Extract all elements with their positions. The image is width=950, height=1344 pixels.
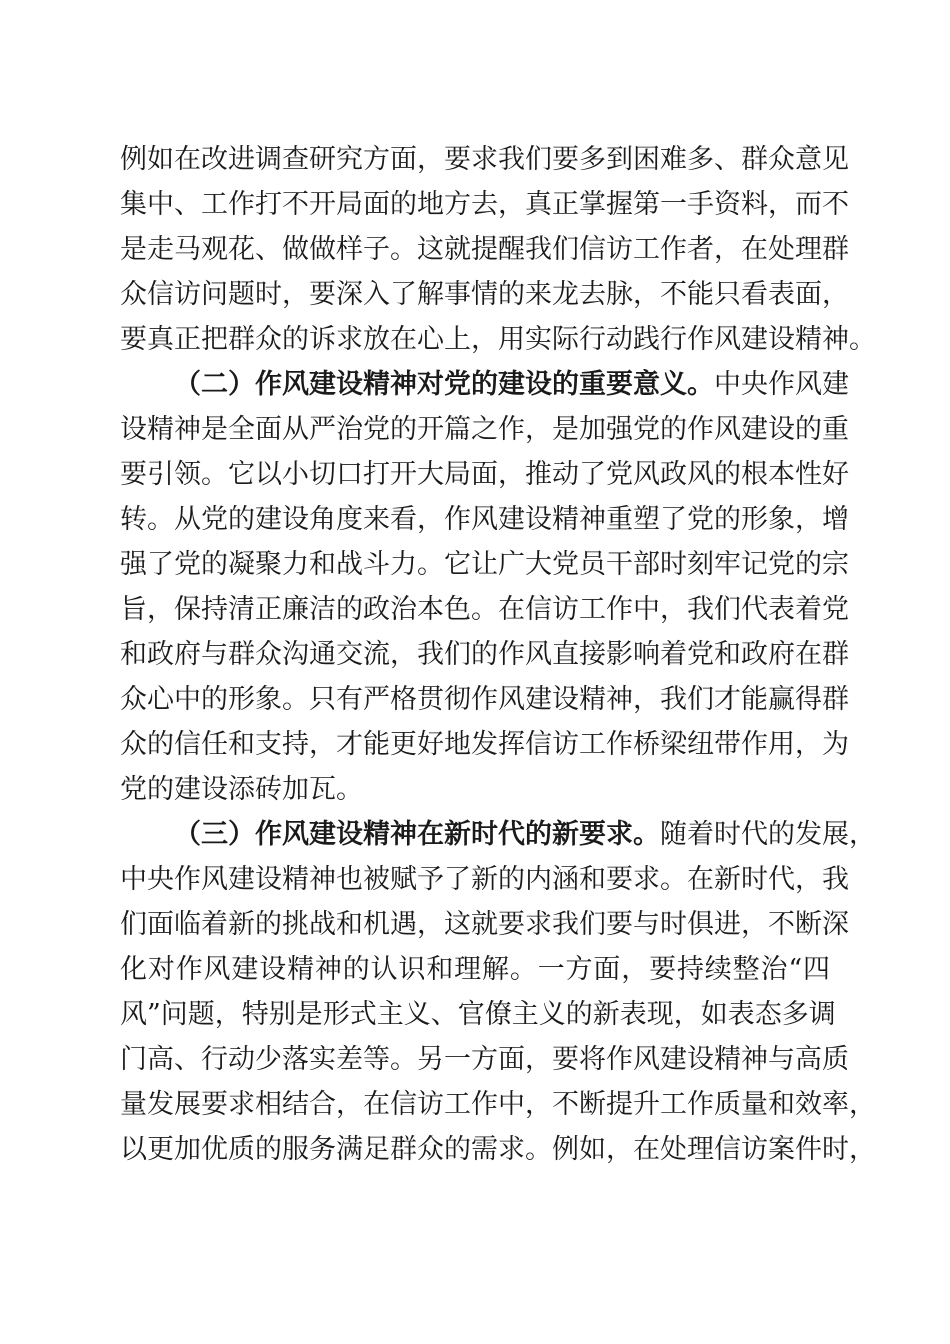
paragraph-line: 以更加优质的服务满足群众的需求。例如，在处理信访案件时， <box>120 1134 876 1165</box>
paragraph-line: 们面临着新的挑战和机遇，这就要求我们要与时俱进，不断深 <box>120 909 849 940</box>
paragraph-line: 是走马观花、做做样子。这就提醒我们信访工作者，在处理群 <box>120 234 849 265</box>
section-heading: （二）作风建设精神对党的建设的重要意义。 <box>174 369 714 400</box>
paragraph-line: 中央作风建设精神也被赋予了新的内涵和要求。在新时代，我 <box>120 864 849 895</box>
paragraph-line: 设精神是全面从严治党的开篇之作，是加强党的作风建设的重 <box>120 414 849 445</box>
paragraph-line: 要真正把群众的诉求放在心上，用实际行动践行作风建设精神。 <box>120 324 876 355</box>
paragraph-line: 转。从党的建设角度来看，作风建设精神重塑了党的形象，增 <box>120 504 849 535</box>
paragraph-line: 量发展要求相结合，在信访工作中，不断提升工作质量和效率， <box>120 1089 876 1120</box>
paragraph-line: 众心中的形象。只有严格贯彻作风建设精神，我们才能赢得群 <box>120 684 849 715</box>
paragraph-line: 众信访问题时，要深入了解事情的来龙去脉，不能只看表面， <box>120 279 849 310</box>
paragraph-line: 风”问题，特别是形式主义、官僚主义的新表现，如表态多调 <box>120 999 836 1030</box>
paragraph-line: 例如在改进调查研究方面，要求我们要多到困难多、群众意见 <box>120 144 849 175</box>
section-heading-line <box>174 365 849 405</box>
paragraph-line: 化对作风建设精神的认识和理解。一方面，要持续整治“四 <box>120 954 830 985</box>
section-heading: （三）作风建设精神在新时代的新要求。 <box>174 819 660 850</box>
paragraph-line: 旨，保持清正廉洁的政治本色。在信访工作中，我们代表着党 <box>120 594 849 625</box>
section-heading-line <box>174 815 876 855</box>
paragraph-line: 强了党的凝聚力和战斗力。它让广大党员干部时刻牢记党的宗 <box>120 549 849 580</box>
paragraph-line: 要引领。它以小切口打开大局面，推动了党风政风的根本性好 <box>120 459 849 490</box>
paragraph-line: 集中、工作打不开局面的地方去，真正掌握第一手资料，而不 <box>120 189 849 220</box>
paragraph-line: 党的建设添砖加瓦。 <box>120 774 363 805</box>
paragraph-text: 随着时代的发展， <box>660 819 876 850</box>
paragraph-line: 门高、行动少落实差等。另一方面，要将作风建设精神与高质 <box>120 1044 849 1075</box>
paragraph-line: 众的信任和支持，才能更好地发挥信访工作桥梁纽带作用，为 <box>120 729 849 760</box>
paragraph-text: 中央作风建 <box>714 369 849 400</box>
paragraph-line: 和政府与群众沟通交流，我们的作风直接影响着党和政府在群 <box>120 639 849 670</box>
